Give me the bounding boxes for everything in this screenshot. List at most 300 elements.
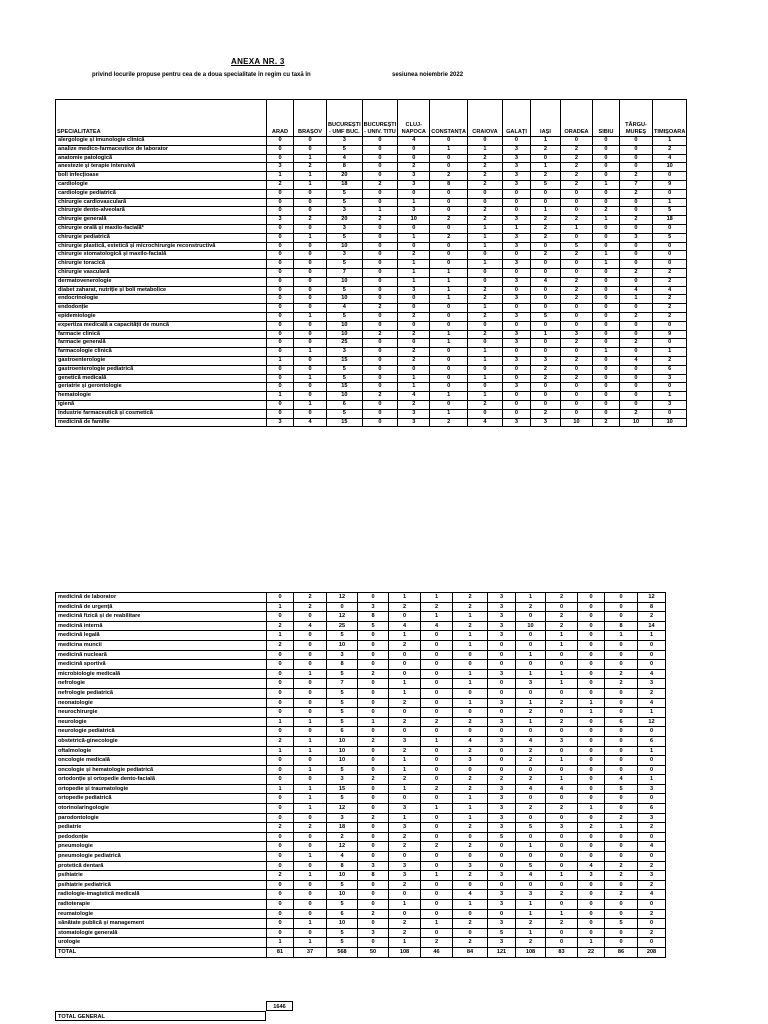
places-cell: 0 [267, 900, 294, 910]
places-cell: 0 [530, 383, 560, 392]
places-cell: 0 [546, 746, 578, 756]
places-cell: 10 [327, 871, 358, 881]
places-cell: 0 [592, 392, 619, 401]
table-row [56, 251, 687, 260]
places-cell: 1 [294, 233, 327, 242]
places-cell: 0 [294, 909, 327, 919]
places-cell: 4 [578, 861, 605, 871]
places-cell: 2 [560, 356, 592, 365]
places-cell: 2 [421, 602, 453, 612]
places-cell: 0 [421, 765, 453, 775]
places-cell: 0 [267, 348, 294, 357]
places-cell: 18 [327, 823, 358, 833]
places-cell: 0 [421, 900, 453, 910]
places-cell: 1 [546, 640, 578, 650]
places-cell: 0 [358, 900, 389, 910]
places-cell: 0 [619, 383, 652, 392]
places-cell: 0 [652, 409, 686, 418]
places-cell: 0 [530, 198, 560, 207]
column-header-center: SIBIU [592, 100, 619, 137]
table-row [56, 242, 687, 251]
column-header-specialty: SPECIALITATEA [56, 100, 267, 137]
places-cell: 0 [638, 765, 666, 775]
places-cell: 3 [327, 251, 363, 260]
specialty-cell: chirurgie toracică [56, 260, 267, 269]
places-cell: 0 [652, 339, 686, 348]
table-row [56, 640, 666, 650]
places-cell: 1 [453, 813, 488, 823]
places-cell: 20 [327, 216, 363, 225]
specialty-cell: nefrologie pediatrică [56, 688, 267, 698]
places-cell: 1 [578, 938, 605, 948]
places-cell: 2 [362, 392, 398, 401]
specialty-cell: alergologie și imunologie clinică [56, 137, 267, 146]
places-cell: 4 [453, 736, 488, 746]
places-cell: 0 [267, 409, 294, 418]
table-row [56, 842, 666, 852]
places-cell: 0 [605, 688, 638, 698]
places-cell: 0 [619, 251, 652, 260]
places-cell: 1 [652, 198, 686, 207]
places-cell: 0 [605, 698, 638, 708]
column-header-center: CRAIOVA [467, 100, 502, 137]
places-cell: 4 [546, 784, 578, 794]
places-cell: 4 [652, 154, 686, 163]
places-cell: 5 [652, 233, 686, 242]
places-cell: 7 [327, 679, 358, 689]
places-cell: 208 [638, 947, 666, 957]
places-cell: 1 [389, 688, 421, 698]
places-cell: 0 [453, 650, 488, 660]
places-cell: 1 [398, 383, 430, 392]
places-cell: 0 [389, 727, 421, 737]
places-cell: 5 [605, 919, 638, 929]
places-cell: 12 [327, 612, 358, 622]
places-cell: 3 [488, 794, 516, 804]
total-general-value: 1646 [266, 1001, 293, 1011]
places-cell: 0 [430, 321, 468, 330]
places-cell: 15 [327, 356, 363, 365]
table-row [56, 339, 687, 348]
places-cell: 0 [267, 198, 294, 207]
places-cell: 4 [294, 418, 327, 427]
places-cell: 0 [421, 756, 453, 766]
places-cell: 1 [453, 669, 488, 679]
column-header-center: ARAD [267, 100, 294, 137]
table-row [56, 909, 666, 919]
places-cell: 2 [467, 295, 502, 304]
places-cell: 2 [358, 775, 389, 785]
table-row [56, 409, 687, 418]
column-header-center: TIMIȘOARA [652, 100, 686, 137]
table-row [56, 871, 666, 881]
places-cell: 9 [652, 180, 686, 189]
table-row [56, 900, 666, 910]
places-cell: 5 [530, 312, 560, 321]
places-cell: 0 [560, 207, 592, 216]
places-cell: 0 [267, 650, 294, 660]
places-cell: 0 [294, 660, 327, 670]
places-cell: 0 [560, 260, 592, 269]
places-cell: 0 [578, 900, 605, 910]
table-row [56, 286, 687, 295]
places-cell: 0 [267, 224, 294, 233]
places-cell: 50 [358, 947, 389, 957]
places-cell: 3 [327, 137, 363, 146]
places-cell: 1 [530, 207, 560, 216]
places-cell: 2 [638, 861, 666, 871]
places-cell: 0 [560, 400, 592, 409]
places-cell: 1 [421, 593, 453, 603]
places-cell: 4 [619, 286, 652, 295]
places-cell: 0 [560, 137, 592, 146]
places-cell: 3 [488, 669, 516, 679]
places-cell: 0 [267, 909, 294, 919]
places-cell: 0 [294, 145, 327, 154]
places-cell: 3 [502, 233, 530, 242]
table-row [56, 746, 666, 756]
places-cell: 0 [605, 660, 638, 670]
places-cell: 2 [652, 295, 686, 304]
places-cell: 0 [421, 708, 453, 718]
places-cell: 1 [467, 374, 502, 383]
places-cell: 1 [267, 356, 294, 365]
places-cell: 2 [453, 784, 488, 794]
places-cell: 5 [327, 365, 363, 374]
places-cell: 1 [605, 823, 638, 833]
places-cell: 0 [267, 880, 294, 890]
specialty-cell: geriatrie și gerontologie [56, 383, 267, 392]
places-cell: 121 [488, 947, 516, 957]
places-cell: 2 [560, 145, 592, 154]
places-cell: 0 [294, 339, 327, 348]
places-cell: 0 [267, 861, 294, 871]
places-cell: 37 [294, 947, 327, 957]
places-cell: 1 [389, 813, 421, 823]
places-cell: 2 [467, 330, 502, 339]
places-cell: 1 [294, 154, 327, 163]
places-cell: 3 [502, 330, 530, 339]
places-cell: 0 [546, 842, 578, 852]
places-cell: 2 [398, 400, 430, 409]
places-cell: 0 [267, 304, 294, 313]
places-cell: 4 [530, 277, 560, 286]
places-cell: 0 [619, 163, 652, 172]
places-cell: 0 [592, 145, 619, 154]
places-cell: 0 [578, 852, 605, 862]
places-cell: 0 [560, 409, 592, 418]
places-cell: 10 [652, 163, 686, 172]
places-cell: 0 [430, 356, 468, 365]
places-cell: 0 [362, 145, 398, 154]
places-cell: 0 [530, 392, 560, 401]
places-cell: 8 [358, 612, 389, 622]
places-cell: 0 [605, 746, 638, 756]
places-cell: 0 [267, 842, 294, 852]
table-row [56, 794, 666, 804]
places-cell: 2 [398, 348, 430, 357]
places-cell: 3 [638, 679, 666, 689]
places-cell: 20 [327, 172, 363, 181]
places-cell: 0 [467, 383, 502, 392]
places-cell: 0 [362, 356, 398, 365]
places-cell: 1 [421, 736, 453, 746]
places-cell: 0 [398, 145, 430, 154]
places-cell: 0 [453, 727, 488, 737]
places-cell: 1 [294, 765, 327, 775]
places-cell: 9 [652, 330, 686, 339]
specialty-cell: obstetrică-ginecologie [56, 736, 267, 746]
places-cell: 0 [389, 660, 421, 670]
places-cell: 4 [389, 621, 421, 631]
places-cell: 2 [267, 871, 294, 881]
places-cell: 2 [358, 813, 389, 823]
places-cell: 3 [502, 145, 530, 154]
places-cell: 1 [267, 938, 294, 948]
places-cell: 4 [516, 871, 546, 881]
places-cell: 5 [327, 631, 358, 641]
places-cell: 3 [389, 871, 421, 881]
places-cell: 3 [398, 207, 430, 216]
places-cell: 10 [327, 277, 363, 286]
places-cell: 0 [619, 400, 652, 409]
table-row [56, 207, 687, 216]
places-cell: 4 [638, 842, 666, 852]
places-cell: 2 [530, 145, 560, 154]
places-cell: 2 [389, 832, 421, 842]
places-cell: 0 [362, 312, 398, 321]
specialty-cell: boli infecțioase [56, 172, 267, 181]
places-cell: 5 [327, 794, 358, 804]
places-cell: 1 [294, 794, 327, 804]
table-row [56, 919, 666, 929]
places-cell: 3 [327, 207, 363, 216]
places-cell: 0 [502, 400, 530, 409]
places-cell: 1 [467, 392, 502, 401]
places-cell: 0 [546, 861, 578, 871]
places-cell: 0 [530, 260, 560, 269]
places-cell: 0 [398, 304, 430, 313]
places-cell: 0 [358, 679, 389, 689]
places-cell: 1 [467, 260, 502, 269]
specialty-cell: igienă [56, 400, 267, 409]
places-cell: 3 [389, 861, 421, 871]
places-cell: 0 [605, 880, 638, 890]
places-cell: 2 [605, 871, 638, 881]
places-cell: 3 [560, 330, 592, 339]
places-cell: 5 [327, 260, 363, 269]
places-cell: 0 [453, 832, 488, 842]
places-cell: 0 [605, 756, 638, 766]
table-row [56, 823, 666, 833]
places-cell: 0 [294, 650, 327, 660]
specialty-cell: medicină internă [56, 621, 267, 631]
places-cell: 2 [546, 612, 578, 622]
table-row [56, 189, 687, 198]
places-cell: 0 [467, 277, 502, 286]
places-cell: 0 [488, 842, 516, 852]
places-cell: 3 [488, 804, 516, 814]
places-cell: 2 [467, 207, 502, 216]
places-cell: 5 [327, 928, 358, 938]
places-cell: 2 [619, 339, 652, 348]
places-cell: 3 [578, 871, 605, 881]
places-cell: 1 [294, 938, 327, 948]
places-cell: 0 [578, 784, 605, 794]
places-cell: 0 [267, 277, 294, 286]
places-cell: 0 [638, 832, 666, 842]
places-cell: 0 [546, 727, 578, 737]
places-cell: 3 [502, 295, 530, 304]
places-cell: 0 [578, 813, 605, 823]
places-cell: 2 [453, 823, 488, 833]
places-cell: 5 [327, 312, 363, 321]
places-cell: 0 [605, 612, 638, 622]
places-cell: 3 [488, 919, 516, 929]
specialty-cell: radioterapie [56, 900, 267, 910]
places-cell: 0 [294, 890, 327, 900]
places-cell: 22 [578, 947, 605, 957]
places-cell: 0 [619, 392, 652, 401]
annex-title: ANEXA NR. 3 [231, 57, 285, 66]
places-cell: 0 [638, 650, 666, 660]
places-cell: 3 [502, 339, 530, 348]
places-cell: 6 [327, 909, 358, 919]
places-cell: 0 [398, 365, 430, 374]
places-cell: 3 [398, 180, 430, 189]
places-cell: 0 [358, 765, 389, 775]
places-cell: 2 [652, 304, 686, 313]
places-cell: 0 [578, 660, 605, 670]
specialty-cell: radiologie-imagistică medicală [56, 890, 267, 900]
places-cell: 1 [362, 207, 398, 216]
places-cell: 5 [327, 880, 358, 890]
places-cell: 0 [362, 400, 398, 409]
places-cell: 0 [453, 688, 488, 698]
places-cell: 2 [453, 621, 488, 631]
places-cell: 1 [546, 775, 578, 785]
places-cell: 0 [592, 409, 619, 418]
table-row [56, 400, 687, 409]
places-cell: 4 [327, 852, 358, 862]
places-cell: 0 [267, 260, 294, 269]
places-cell: 2 [398, 312, 430, 321]
places-cell: 2 [389, 928, 421, 938]
table-row [56, 277, 687, 286]
places-cell: 2 [421, 717, 453, 727]
places-cell: 0 [267, 660, 294, 670]
places-cell: 2 [546, 919, 578, 929]
places-cell: 0 [592, 356, 619, 365]
column-header-center: BUCUREȘTI - UNIV. TITU [362, 100, 398, 137]
places-cell: 0 [294, 365, 327, 374]
places-cell: 1 [430, 286, 468, 295]
places-cell: 1 [592, 348, 619, 357]
places-cell: 0 [398, 154, 430, 163]
places-cell: 1 [578, 698, 605, 708]
places-cell: 0 [358, 698, 389, 708]
places-cell: 0 [578, 909, 605, 919]
places-cell: 2 [619, 216, 652, 225]
places-cell: 0 [488, 650, 516, 660]
places-cell: 0 [398, 242, 430, 251]
places-cell: 0 [530, 286, 560, 295]
places-cell: 4 [605, 775, 638, 785]
places-cell: 2 [362, 330, 398, 339]
places-cell: 0 [467, 409, 502, 418]
places-cell: 0 [488, 640, 516, 650]
places-cell: 0 [530, 304, 560, 313]
places-cell: 0 [638, 727, 666, 737]
places-cell: 4 [398, 137, 430, 146]
places-cell: 1 [652, 392, 686, 401]
places-cell: 6 [327, 727, 358, 737]
places-cell: 0 [267, 383, 294, 392]
places-cell: 0 [267, 756, 294, 766]
places-cell: 0 [605, 832, 638, 842]
places-cell: 0 [578, 928, 605, 938]
places-cell: 2 [546, 804, 578, 814]
places-cell: 0 [638, 852, 666, 862]
places-cell: 0 [430, 400, 468, 409]
specialty-cell: anestezie și terapie intensivă [56, 163, 267, 172]
places-cell: 2 [516, 746, 546, 756]
places-cell: 3 [389, 804, 421, 814]
places-cell: 2 [619, 409, 652, 418]
places-cell: 3 [502, 242, 530, 251]
places-cell: 0 [488, 852, 516, 862]
places-cell: 0 [592, 365, 619, 374]
places-cell: 0 [502, 207, 530, 216]
places-cell: 3 [327, 224, 363, 233]
places-cell: 1 [294, 669, 327, 679]
places-cell: 8 [430, 180, 468, 189]
table-row [56, 418, 687, 427]
places-cell: 0 [362, 260, 398, 269]
places-table-part-1 [55, 99, 687, 427]
places-cell: 8 [327, 861, 358, 871]
places-cell: 0 [560, 268, 592, 277]
places-cell: 2 [358, 736, 389, 746]
places-cell: 0 [294, 813, 327, 823]
places-cell: 0 [267, 928, 294, 938]
places-cell: 0 [358, 593, 389, 603]
places-cell: 0 [578, 593, 605, 603]
places-cell: 0 [389, 669, 421, 679]
places-cell: 3 [398, 409, 430, 418]
places-cell: 0 [578, 736, 605, 746]
places-cell: 3 [267, 418, 294, 427]
places-cell: 0 [294, 698, 327, 708]
places-cell: 5 [327, 765, 358, 775]
places-cell: 0 [652, 251, 686, 260]
places-cell: 0 [453, 852, 488, 862]
places-cell: 2 [467, 154, 502, 163]
specialty-cell: oncologie și hematologie pediatrică [56, 765, 267, 775]
places-cell: 2 [652, 145, 686, 154]
places-cell: 0 [619, 207, 652, 216]
places-cell: 0 [358, 660, 389, 670]
table-row [56, 312, 687, 321]
places-cell: 0 [362, 409, 398, 418]
places-cell: 1 [389, 679, 421, 689]
table-row [56, 708, 666, 718]
table-row [56, 784, 666, 794]
places-cell: 1 [294, 348, 327, 357]
places-cell: 0 [421, 650, 453, 660]
table-row [56, 172, 687, 181]
places-cell: 0 [502, 268, 530, 277]
